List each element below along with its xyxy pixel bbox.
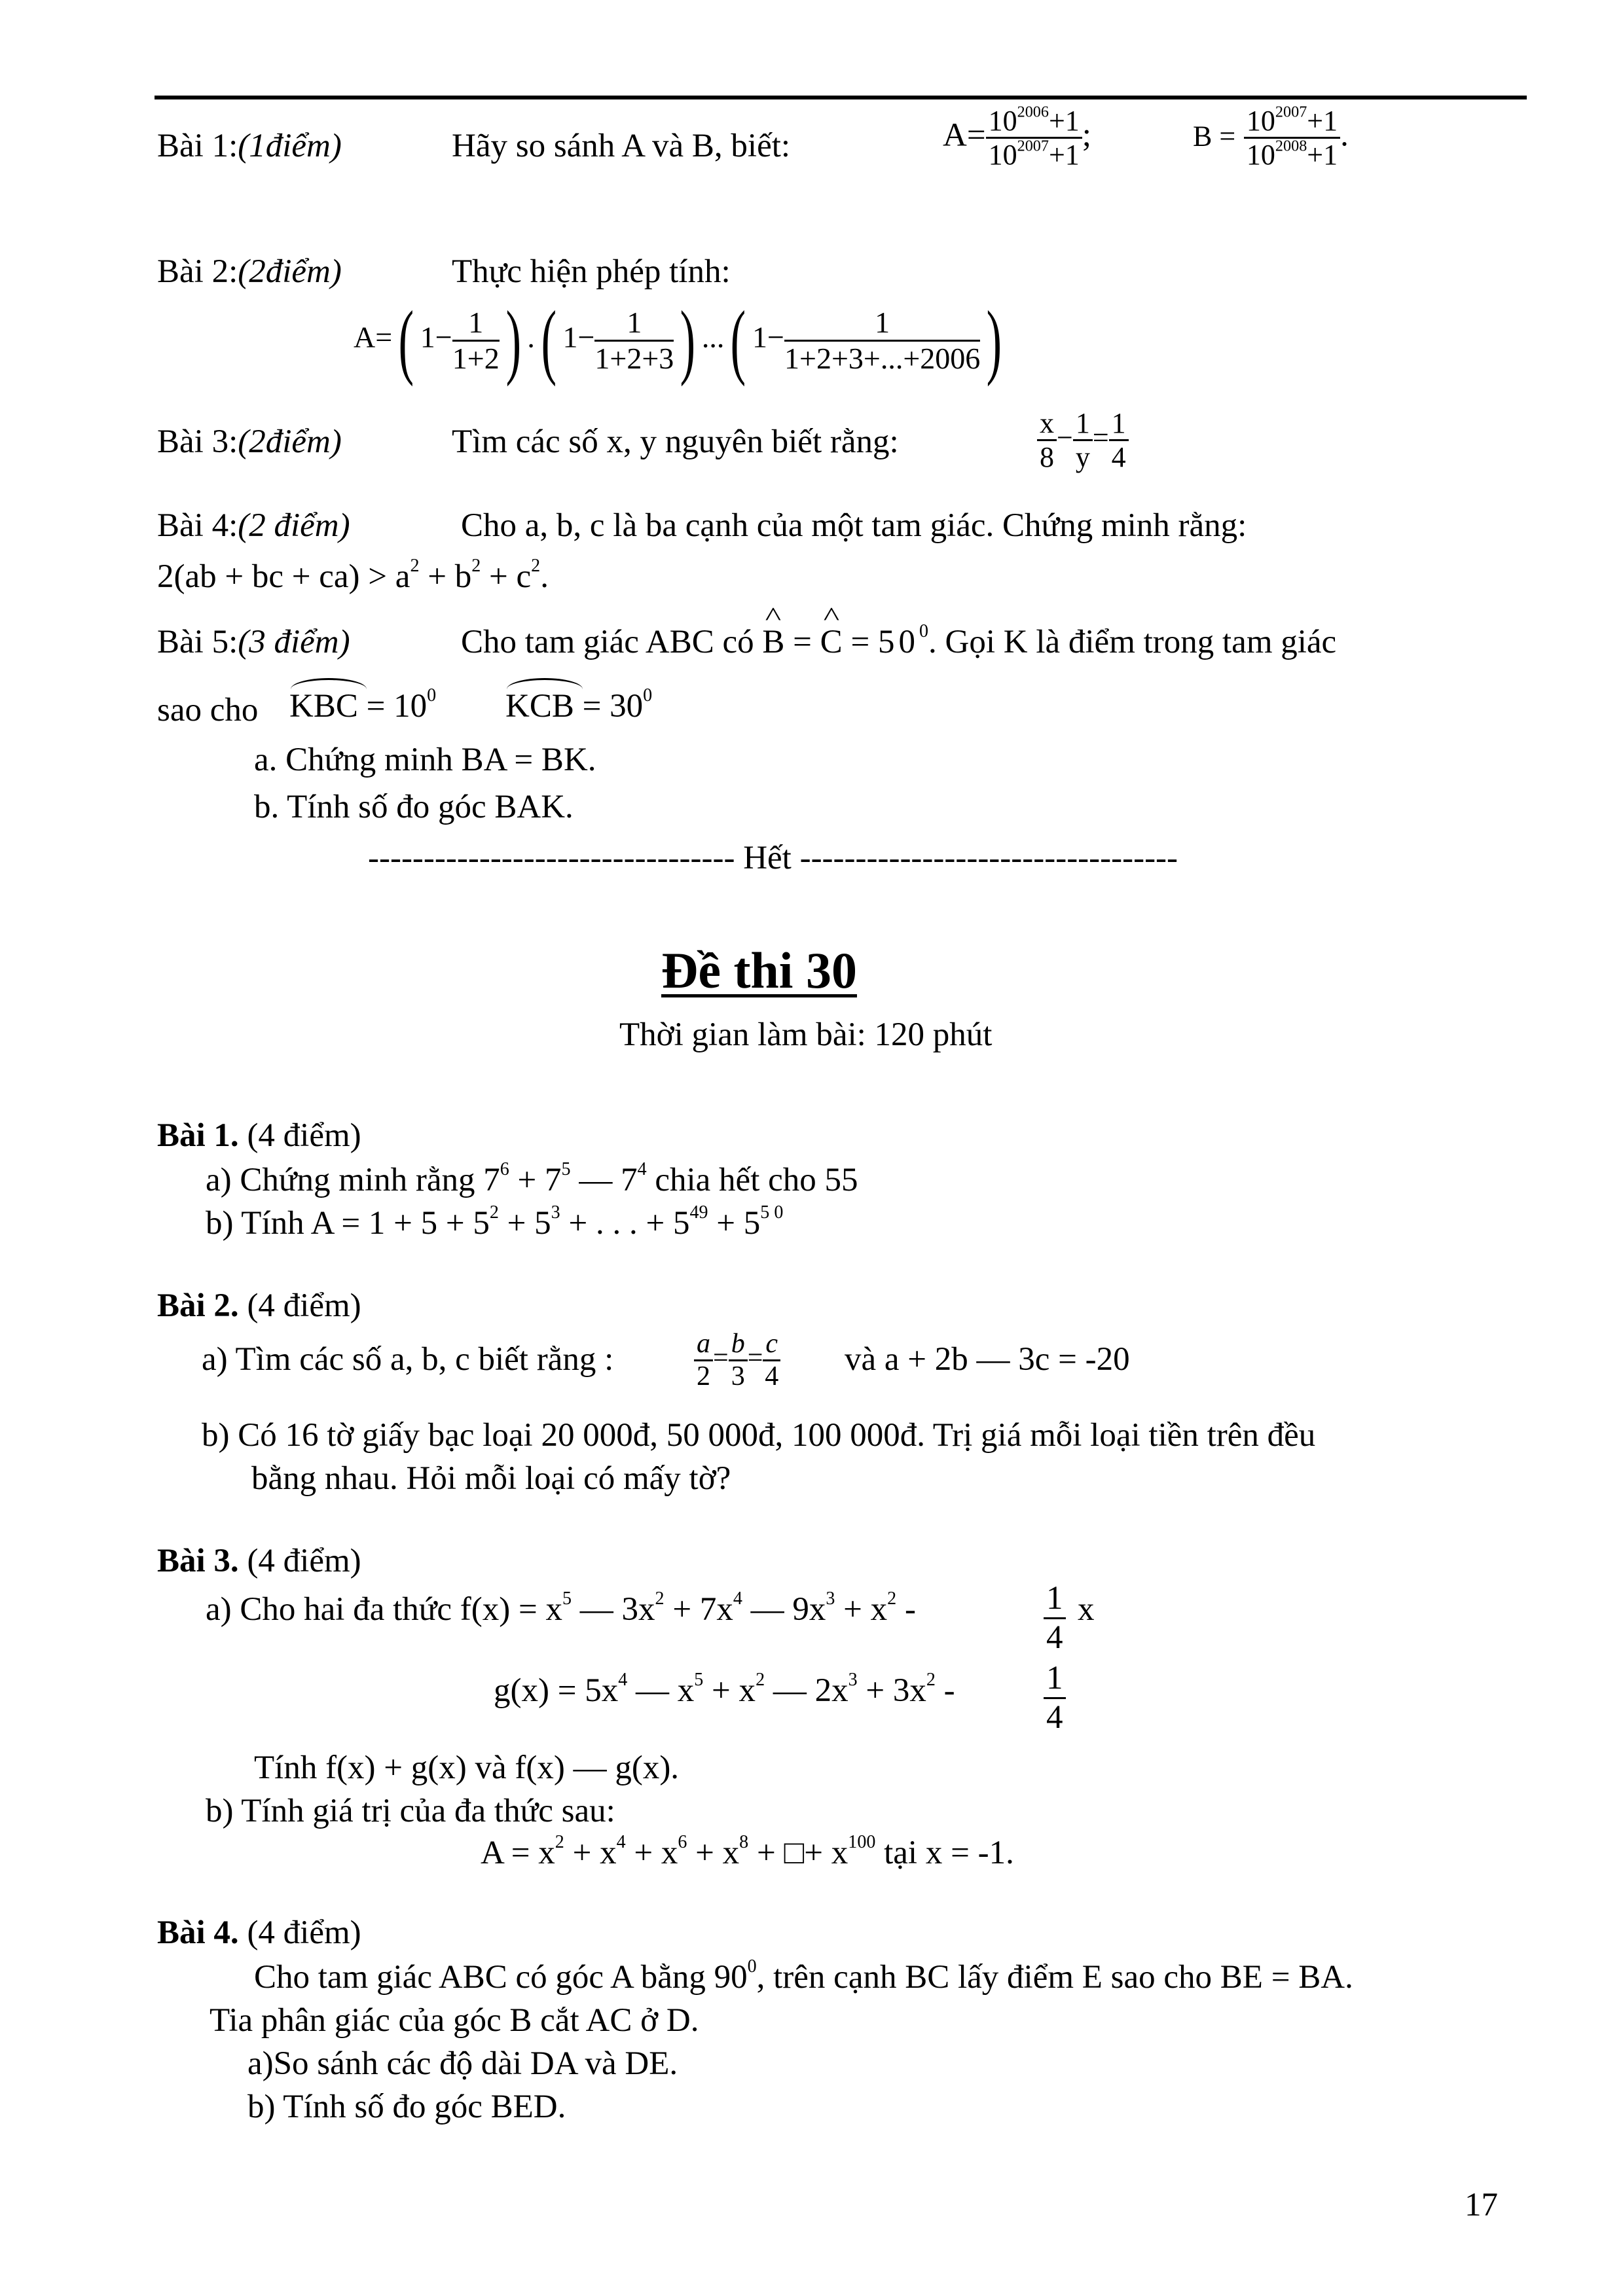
prev-bai3-text: Tìm các số x, y nguyên biết rằng: <box>452 423 899 460</box>
bai2-a-ratio: $\frac{a}{2}$ = $\frac{b}{3}$ = $\frac{c}{4}$ <box>694 1329 780 1392</box>
bai4-line2: Tia phân giác của góc B cắt AC ở D. <box>210 2002 699 2039</box>
bai1-a: a) Chứng minh rằng $7^6 + 7^5$ — $7^4$ chia hết cho 55 <box>206 1159 858 1198</box>
prev-bai5-socho: sao cho <box>157 692 259 728</box>
page-number: 17 <box>1465 2187 1498 2223</box>
prev-bai3-formula: $\frac{x}{8}$ − $\frac{1}{y}$ = $\frac{1}{4}$ <box>1037 407 1129 474</box>
top-rule <box>155 96 1527 99</box>
bai3-calc: Tính f(x) + g(x) và f(x) — g(x). <box>254 1749 680 1786</box>
bai1-b: b) Tính $A = 1 + 5 + 5^2 + 5^3$ + . . . + $5^{49} + 5^{5 0}$ <box>206 1202 784 1242</box>
exam-time: Thời gian làm bài: 120 phút <box>619 1016 993 1053</box>
bai2-a-end: và a + 2b — 3c = -20 <box>845 1341 1130 1378</box>
prev-bai1-formula-b: B = $\frac{10^{2007}+1}{10^{2008}+1}$ . <box>1193 103 1349 171</box>
bai2-b-line1: b) Có 16 tờ giấy bạc loại 20 000đ, 50 000đ, 100 000đ. Trị giá mỗi loại tiền trên đều <box>202 1417 1316 1454</box>
end-line: --------------------------------- Hết ---------------------------------- <box>368 840 1178 876</box>
prev-bai5-part-a: a. Chứng minh BA = BK. <box>254 742 596 778</box>
prev-bai5-text: Cho tam giác ABC có ^ B = ^ $C = 50^0$. Gọi K là điểm trong tam giác <box>461 626 1336 659</box>
bai4-heading: Bài 4. (4 điểm) <box>157 1914 361 1951</box>
prev-bai2-text: Thực hiện phép tính: <box>452 253 731 290</box>
bai4-line1: Cho tam giác ABC có góc A bằng $90^0$, trên cạnh BC lấy điểm E sao cho BE = BA. <box>254 1956 1353 1996</box>
bai3-b: b) Tính giá trị của đa thức sau: <box>206 1793 615 1829</box>
bai3-f: a) Cho hai đa thức $f(x) = x^5$ — $3x^2 + 7x^4$ — $9x^3 + x^2$ - <box>206 1588 916 1628</box>
bai4-line4: b) Tính số đo góc BED. <box>247 2089 566 2125</box>
page-title: Đề thi 30 <box>661 942 857 999</box>
bai2-a: a) Tìm các số a, b, c biết rằng : <box>202 1341 614 1378</box>
bai4-line3: a)So sánh các độ dài DA và DE. <box>247 2045 678 2082</box>
prev-bai4-text: Cho a, b, c là ba cạnh của một tam giác. Chứng minh rằng: <box>461 507 1247 544</box>
bai3-g-frac: $\frac{1}{4}$ <box>1044 1660 1066 1736</box>
bai3-b-expr: $A = x^2 + x^4 + x^6 + x^8$ + □+ $x^{100}$ tại x = -1. <box>481 1832 1014 1871</box>
prev-bai3-label: Bài 3:(2điểm) <box>157 423 342 460</box>
prev-bai2-formula: A=( 1− $\frac{1}{1+2}$ ) .( 1− $\frac{1}{1+2+3}$ ) ...( 1− $\frac{1}{1+2+3+...+2006}$ ) <box>354 294 1002 387</box>
prev-bai5-part-b: b. Tính số đo góc BAK. <box>254 789 574 825</box>
bai1-heading: Bài 1. (4 điểm) <box>157 1117 361 1154</box>
prev-bai5-kbc: KBC = $10^0$ <box>289 685 437 725</box>
prev-bai2-label: Bài 2:(2điểm) <box>157 253 342 290</box>
bai2-heading: Bài 2. (4 điểm) <box>157 1287 361 1324</box>
prev-bai5-label: Bài 5:(3 điểm) <box>157 624 350 660</box>
bai3-f-end: x <box>1078 1591 1095 1628</box>
prev-bai4-label: Bài 4:(2 điểm) <box>157 507 350 544</box>
bai3-g: $g(x) = 5x^4$ — $x^5 + x^2$ — $2x^3 + 3x^2$ - <box>494 1670 955 1709</box>
prev-bai1-formula-a: A= $\frac{10^{2006}+1}{10^{2007}+1}$ ; <box>943 103 1091 171</box>
prev-bai1-text: Hãy so sánh A và B, biết: <box>452 128 791 164</box>
bai3-heading: Bài 3. (4 điểm) <box>157 1543 361 1579</box>
prev-bai1-label: Bài 1:(1điểm) <box>157 128 342 164</box>
prev-bai5-kcb: KCB = $30^0$ <box>505 685 653 725</box>
bai3-f-frac: $\frac{1}{4}$ <box>1044 1580 1066 1657</box>
prev-bai4-line2: 2(ab + bc + $ca) > a^2 + b^2 + c^2$. <box>157 556 549 595</box>
bai2-b-line2: bằng nhau. Hỏi mỗi loại có mấy tờ? <box>251 1460 731 1497</box>
